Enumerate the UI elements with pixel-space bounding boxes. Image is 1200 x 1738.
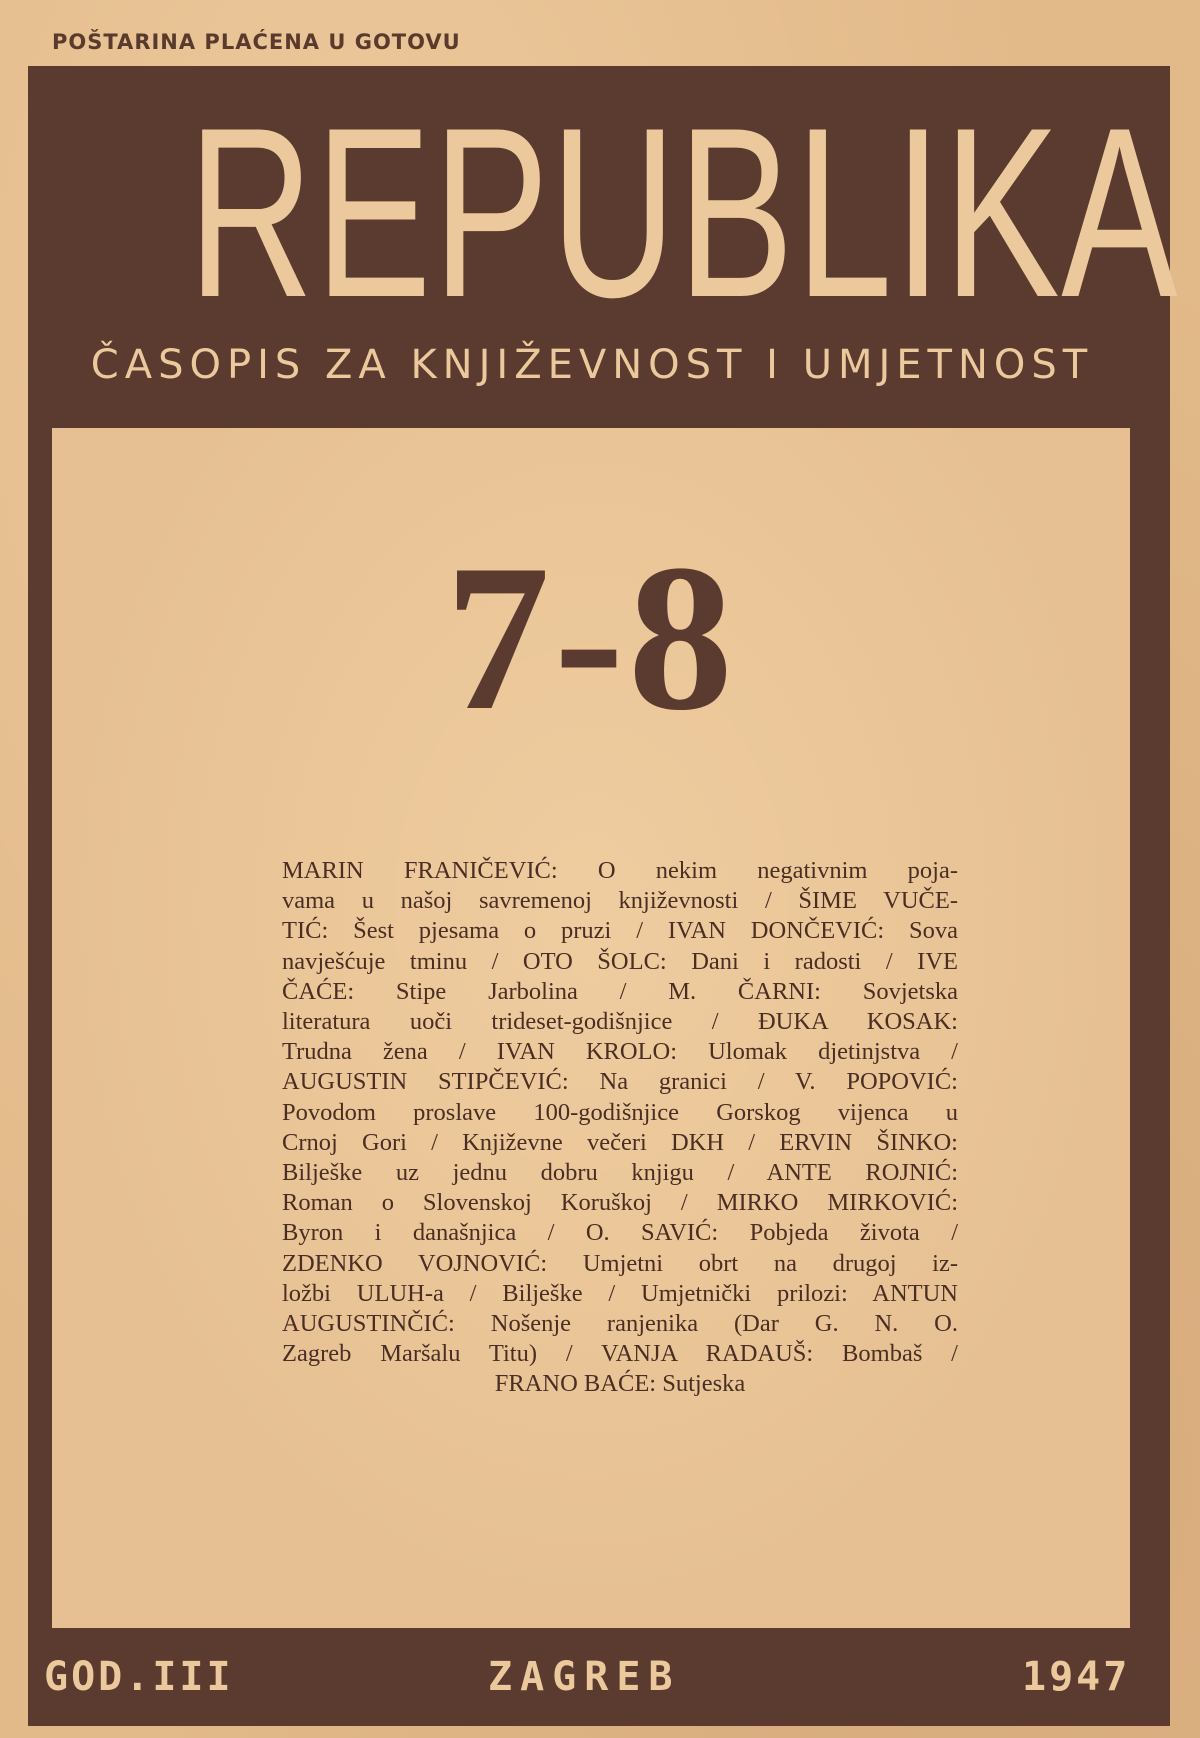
contents-line: FRANO BAĆE: Sutjeska <box>494 1370 746 1398</box>
postage-note: POŠTARINA PLAĆENA U GOTOVU <box>52 30 461 54</box>
volume-label: GOD.III <box>44 1654 234 1700</box>
contents-line: Povodom proslave 100-godišnjice Gorskog vijenca u <box>282 1098 958 1126</box>
contents-line: ZDENKO VOJNOVIĆ: Umjetni obrt na drugoj iz- <box>282 1249 958 1277</box>
contents-line: Crnoj Gori / Književne večeri DKH / ERVIN ŠINKO: <box>282 1128 958 1156</box>
contents-line: AUGUSTINČIĆ: Nošenje ranjenika (Dar G. N. O. <box>282 1310 958 1338</box>
contents-line: TIĆ: Šest pjesama o pruzi / IVAN DONČEVIĆ: Sova <box>282 917 958 945</box>
contents-line: Roman o Slovenskoj Koruškoj / MIRKO MIRKOVIĆ: <box>282 1189 958 1217</box>
content-panel <box>52 428 1130 1628</box>
city-label: ZAGREB <box>488 1654 681 1700</box>
contents-line: navješćuje tminu / OTO ŠOLC: Dani i radosti / IVE <box>282 947 958 975</box>
contents-line: AUGUSTIN STIPČEVIĆ: Na granici / V. POPOVIĆ: <box>282 1068 958 1096</box>
contents-line: Byron i današnjica / O. SAVIĆ: Pobjeda života / <box>282 1219 958 1247</box>
contents-line: Bilješke uz jednu dobru knjigu / ANTE ROJNIĆ: <box>282 1159 958 1187</box>
magazine-title: REPUBLIKA <box>187 78 1179 348</box>
contents-line: Trudna žena / IVAN KROLO: Ulomak djetinjstva / <box>282 1038 958 1066</box>
magazine-subtitle: ČASOPIS ZA KNJIŽEVNOST I UMJETNOST <box>90 342 1094 388</box>
contents-line: MARIN FRANIČEVIĆ: O nekim negativnim poja- <box>282 857 958 884</box>
contents-line: literatura uoči trideset-godišnjice / ĐUKA KOSAK: <box>282 1008 958 1036</box>
contents-line: ložbi ULUH-a / Bilješke / Umjetnički prilozi: ANTUN <box>282 1279 958 1307</box>
table-of-contents <box>282 856 958 1400</box>
contents-line: ČAĆE: Stipe Jarbolina / M. ČARNI: Sovjetska <box>282 977 958 1005</box>
contents-line: Zagreb Maršalu Titu) / VANJA RADAUŠ: Bombaš / <box>282 1340 958 1368</box>
year-label: 1947 <box>1022 1654 1131 1700</box>
issue-number: 7-8 <box>445 522 737 754</box>
contents-line: vama u našoj savremenoj književnosti / ŠIME VUČE- <box>282 887 958 915</box>
